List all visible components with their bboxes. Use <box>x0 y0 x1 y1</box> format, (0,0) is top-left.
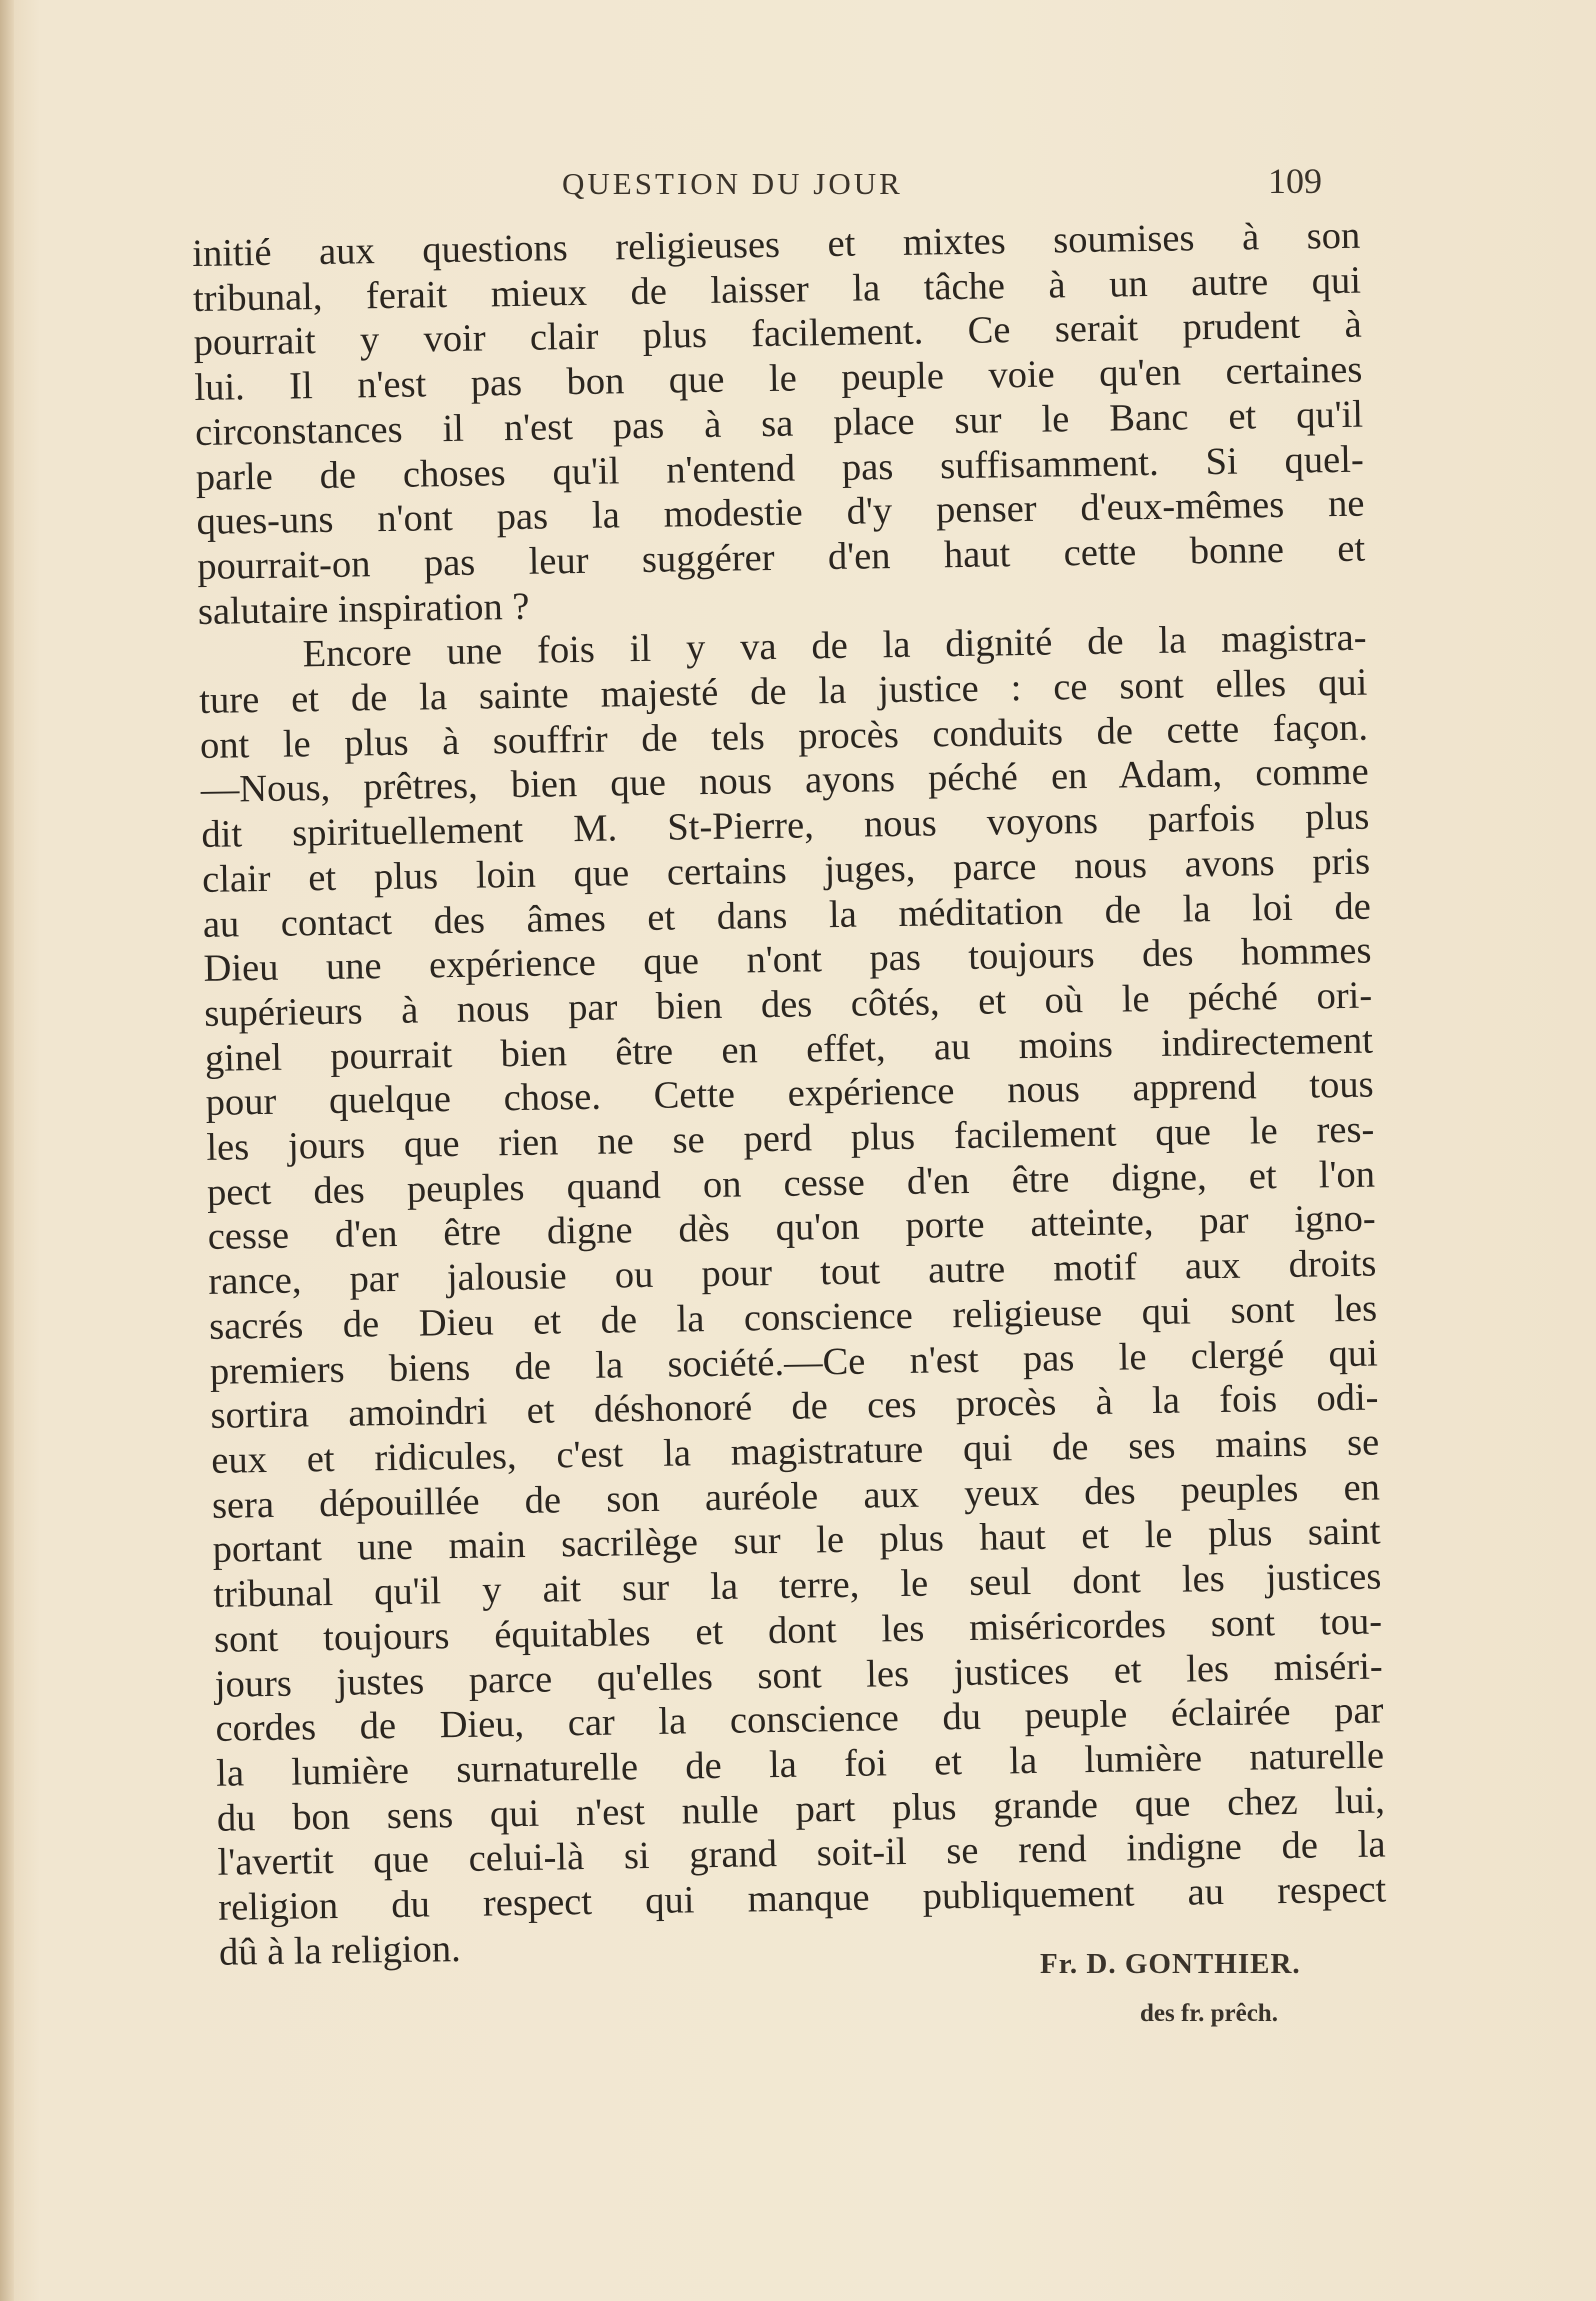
text-line: ture et de la sainte majesté de la justice : ce sont elles qui <box>199 661 1368 722</box>
page-gutter-edge <box>0 0 14 2301</box>
text-line: au contact des âmes et dans la méditation de la loi de <box>202 885 1372 946</box>
signature-name: Fr. D. GONTHIER. <box>1040 1948 1301 1980</box>
text-line: —Nous, prêtres, bien que nous ayons péché en Adam, comme <box>200 751 1369 812</box>
text-line: initié aux questions religieuses et mixtes soumises à son <box>192 214 1361 275</box>
text-line: du bon sens qui n'est nulle part plus grande que chez lui, <box>216 1779 1386 1840</box>
text-line: circonstances il n'est pas à sa place sur le Banc et qu'il <box>194 393 1364 454</box>
signature-order: des fr. prêch. <box>1140 2000 1278 2027</box>
text-line: sacrés de Dieu et de la conscience religieuse qui sont les <box>208 1287 1378 1348</box>
text-line: portant une main sacrilège sur le plus haut et le plus saint <box>212 1510 1381 1572</box>
text-line: ques-uns n'ont pas la modestie d'y penser d'eux-mêmes ne <box>196 482 1365 544</box>
text-line: ginel pourrait bien être en effet, au moins indirectement <box>204 1019 1374 1080</box>
text-line: premiers biens de la société.—Ce n'est pas le clergé qui <box>209 1332 1379 1393</box>
text-line: rance, par jalousie ou pour tout autre motif aux droits <box>208 1242 1377 1304</box>
text-line: les jours que rien ne se perd plus facilement que le res- <box>206 1108 1375 1169</box>
text-line: l'avertit que celui-là si grand soit-il se rend indigne de la <box>217 1823 1386 1885</box>
text-line: supérieurs à nous par bien des côtés, et où le péché ori- <box>203 974 1373 1035</box>
running-head-title: QUESTION DU JOUR <box>562 166 903 201</box>
text-line: sortira amoindri et déshonoré de ces procès à la fois odi- <box>210 1376 1379 1438</box>
text-line: eux et ridicules, c'est la magistrature qui de ses mains se <box>210 1421 1380 1482</box>
text-line: dit spirituellement M. St-Pierre, nous voyons parfois plus <box>201 795 1370 857</box>
running-head <box>0 160 1596 210</box>
text-line: Dieu une expérience que n'ont pas toujours des hommes <box>203 929 1372 991</box>
text-line: la lumière surnaturelle de la foi et la lumière naturelle <box>215 1734 1385 1795</box>
text-line: tribunal, ferait mieux de laisser la tâche à un autre qui <box>192 259 1362 320</box>
text-line: tribunal qu'il y ait sur la terre, le seul dont les justices <box>213 1555 1382 1616</box>
text-line: pourrait-on pas leur suggérer d'en haut cette bonne et <box>196 527 1366 588</box>
text-line: jours justes parce qu'elles sont les justices et les miséri- <box>214 1644 1384 1706</box>
text-line: sera dépouillée de son auréole aux yeux des peuples en <box>211 1466 1381 1527</box>
text-line: pourrait y voir clair plus facilement. Ce serait prudent à <box>193 304 1362 365</box>
text-line: sont toujours équitables et dont les miséricordes sont tou- <box>213 1600 1383 1661</box>
paragraph-end-line: dû à la religion. <box>218 1927 461 1974</box>
text-line: cordes de Dieu, car la conscience du peuple éclairée par <box>215 1689 1384 1751</box>
text-line: lui. Il n'est pas bon que le peuple voie qu'en certaines <box>194 348 1363 410</box>
text-line: pour quelque chose. Cette expérience nous apprend tous <box>205 1063 1374 1125</box>
text-line: cesse d'en être digne dès qu'on porte atteinte, par igno- <box>207 1198 1376 1259</box>
text-line: ont le plus à souffrir de tels procès conduits de cette façon. <box>199 706 1369 767</box>
page-number: 109 <box>1268 161 1322 201</box>
text-line: parle de choses qu'il n'entend pas suffisamment. Si quel- <box>195 438 1365 499</box>
text-line: pect des peuples quand on cesse d'en être digne, et l'on <box>206 1153 1376 1214</box>
text-line: religion du respect qui manque publiquement au respect <box>217 1868 1387 1929</box>
text-line: clair et plus loin que certains juges, parce nous avons pris <box>201 840 1371 901</box>
paragraph-end-line: salutaire inspiration ? <box>197 585 530 633</box>
paragraph-start-line: Encore une fois il y va de la dignité de la magistra- <box>302 616 1367 676</box>
body-text <box>192 214 1387 1976</box>
